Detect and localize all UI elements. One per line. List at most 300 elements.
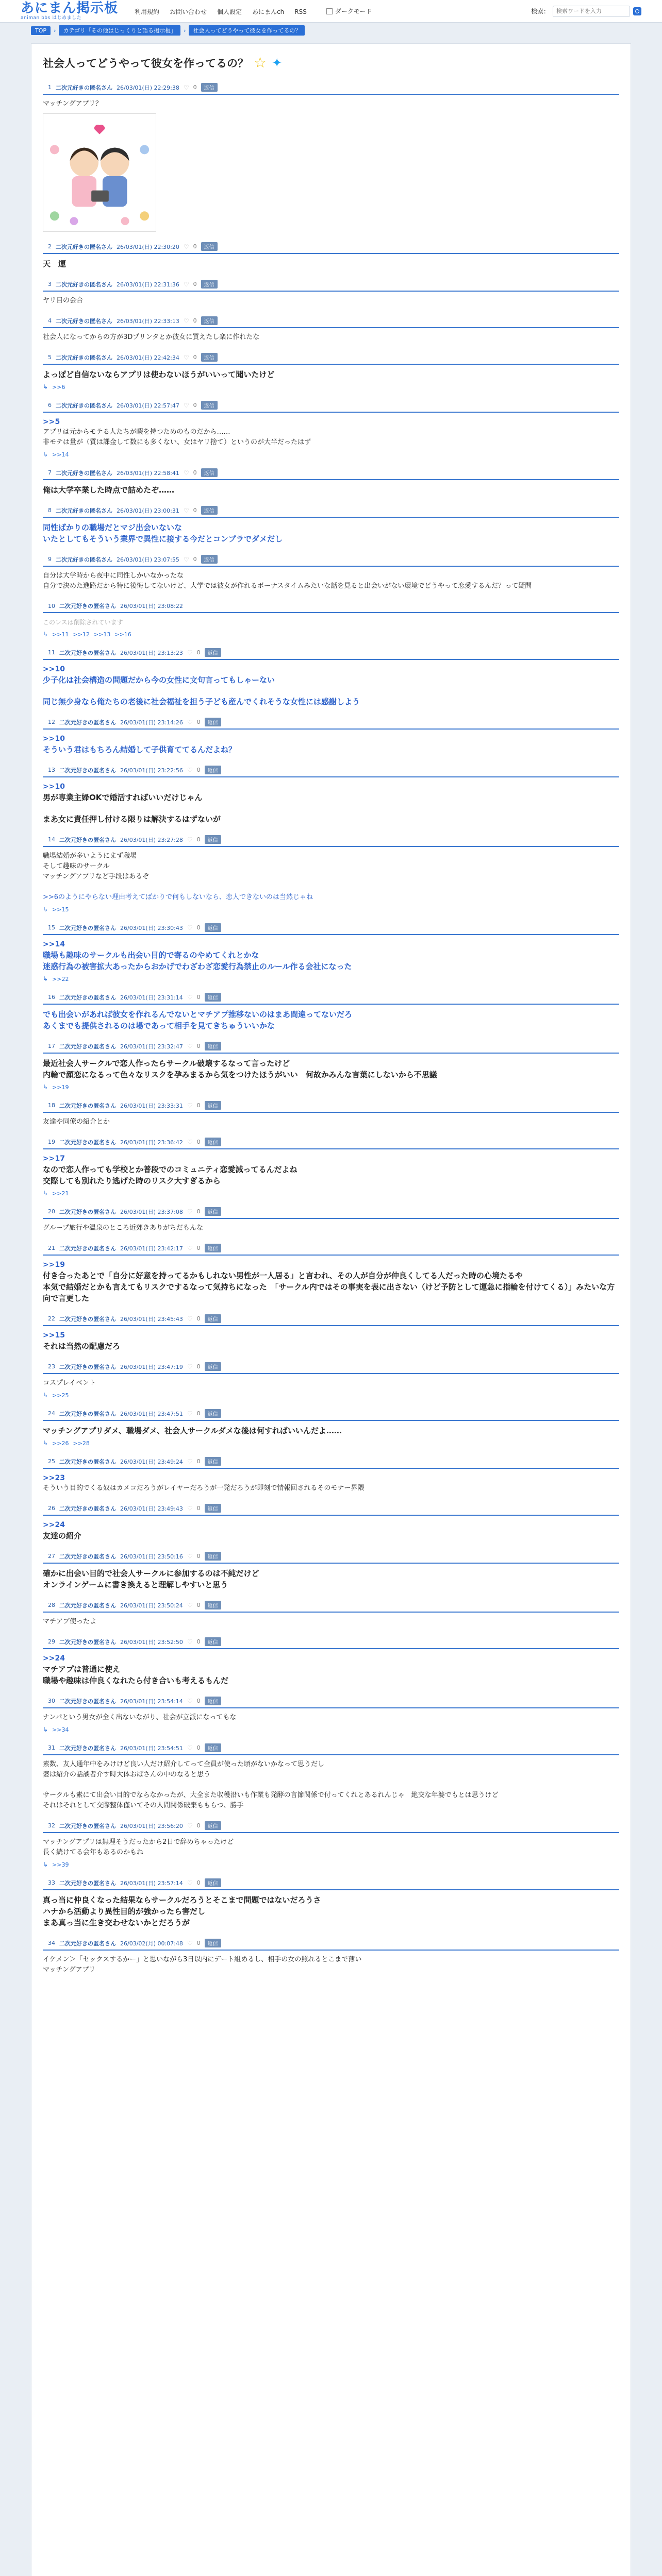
post-text: 社会人になってからの方が3Dプリンタとか彼女に買えたし楽に作れたな: [43, 333, 260, 341]
post-number[interactable]: 33: [48, 1879, 55, 1886]
post-number[interactable]: 14: [48, 836, 55, 843]
like-heart-icon[interactable]: ♡: [187, 1363, 193, 1370]
search-input[interactable]: [553, 6, 630, 17]
reply-arrow-icon: ↳: [43, 975, 48, 982]
poster-name: 二次元好きの匿名さん: [59, 1043, 116, 1050]
post-body: [43, 254, 619, 275]
post: [43, 1039, 619, 1096]
reply-button[interactable]: 返信: [205, 1314, 221, 1323]
post: [43, 1134, 619, 1202]
post: [43, 503, 619, 550]
post-body: [43, 1005, 619, 1037]
post-date: 26/03/01(日) 23:50:24: [120, 1602, 183, 1609]
poster-name: 二次元好きの匿名さん: [56, 317, 112, 325]
post-number[interactable]: 25: [48, 1458, 55, 1465]
post-number[interactable]: 20: [48, 1208, 55, 1215]
reply-button[interactable]: 返信: [201, 242, 218, 251]
nav-link[interactable]: お問い合わせ: [170, 8, 207, 15]
post-text: あくまでも提供されるのは場であって相手を見てきちゅういいかな: [43, 1021, 275, 1030]
reply-link[interactable]: >>16: [114, 631, 131, 638]
favorite-star-icon[interactable]: ☆: [254, 54, 267, 71]
post: [43, 1936, 619, 1980]
poster-name: 二次元好きの匿名さん: [59, 1208, 116, 1215]
nav-link[interactable]: 個人設定: [217, 8, 242, 15]
like-count: 0: [196, 1245, 201, 1251]
post: [43, 465, 619, 501]
like-heart-icon[interactable]: ♡: [183, 555, 189, 563]
search-icon[interactable]: [633, 7, 641, 15]
breadcrumb-item[interactable]: 社会人ってどうやって彼女を作ってるの？: [189, 25, 305, 36]
post-text[interactable]: >>23: [43, 1474, 65, 1482]
post-date: 26/03/01(日) 22:42:34: [117, 354, 179, 361]
post: [43, 1634, 619, 1691]
like-heart-icon[interactable]: ♡: [187, 1601, 193, 1609]
reply-button[interactable]: 返信: [205, 923, 221, 932]
like-heart-icon[interactable]: ♡: [187, 1697, 193, 1705]
reply-link[interactable]: >>12: [73, 631, 90, 638]
post: [43, 1359, 619, 1404]
thread-page: [31, 43, 631, 2576]
post-number[interactable]: 11: [48, 649, 55, 656]
post-text: 友達や同僚の紹介とか: [43, 1118, 110, 1126]
post-header: [43, 1241, 619, 1256]
post-text: 同じ無少身なら俺たちの老後に社会福祉を担う子ども産んでくれそうな女性には感謝しよう: [43, 697, 360, 706]
post-text: 迷惑行為の被害拡大あったからおかげでわざわざ恋愛行為禁止のルール作る会社になった: [43, 962, 352, 971]
post-body: [43, 730, 619, 760]
post-header: [43, 1311, 619, 1326]
reply-link[interactable]: >>19: [52, 1083, 69, 1091]
reply-link[interactable]: >>39: [52, 1861, 69, 1868]
like-heart-icon[interactable]: ♡: [183, 506, 189, 514]
reply-button[interactable]: 返信: [205, 1821, 221, 1830]
like-count: 0: [196, 1043, 201, 1049]
logo-subtext: animan bbs はじめました: [21, 15, 82, 21]
post-date: 26/03/01(日) 23:33:31: [120, 1102, 183, 1109]
poster-name: 二次元好きの匿名さん: [59, 1505, 116, 1512]
post-text: 職場や趣味は仲良くなれたら付き合いも考えるもんだ: [43, 1676, 229, 1685]
post-body: [43, 480, 619, 501]
reply-link[interactable]: >>6: [52, 383, 65, 391]
post-body: [43, 1649, 619, 1691]
post-date: 26/03/02(月) 00:07:48: [120, 1940, 183, 1947]
reply-links: [43, 1190, 619, 1197]
poster-name: 二次元好きの匿名さん: [59, 1245, 116, 1252]
reply-arrow-icon: ↳: [43, 451, 48, 458]
reply-button[interactable]: 返信: [205, 1743, 221, 1752]
poster-name: 二次元好きの匿名さん: [59, 1698, 116, 1705]
poster-name: 二次元好きの匿名さん: [59, 1744, 116, 1752]
post-number[interactable]: 15: [48, 924, 55, 931]
post: [43, 715, 619, 760]
like-heart-icon[interactable]: ♡: [187, 924, 193, 931]
post-text: 職場結婚が多いようにまず職場: [43, 852, 137, 860]
post-number[interactable]: 19: [48, 1139, 55, 1145]
post-text[interactable]: >>10: [43, 735, 65, 743]
post-date: 26/03/01(日) 23:00:31: [117, 507, 179, 514]
post-text: 本気で結婚だとかも言えてもリスクでするなって気持ちになった 「サークル内ではその事実を表に出さない（けど予防として運急に指輪を付けてくる）」みたいな方向で言更した: [43, 1282, 615, 1303]
reply-button[interactable]: 返信: [201, 280, 218, 289]
post-body: [43, 413, 619, 463]
post-header: [43, 1454, 619, 1469]
post-number[interactable]: 18: [48, 1102, 55, 1109]
post-date: 26/03/01(日) 23:47:51: [120, 1410, 183, 1417]
like-count: 0: [196, 1602, 201, 1608]
reply-button[interactable]: 返信: [205, 1939, 221, 1947]
logo-text[interactable]: あにまん掲示板: [21, 1, 119, 16]
post-text: 交際しても別れたり逃げた時のリスク大すぎるから: [43, 1176, 221, 1185]
reply-button[interactable]: 返信: [205, 1207, 221, 1216]
poster-name: 二次元好きの匿名さん: [59, 1102, 116, 1109]
poster-name: 二次元好きの匿名さん: [59, 1363, 116, 1370]
post-header: [43, 1598, 619, 1613]
post-text: マッチングアプリは無理そうだったから2日で辞めちゃったけど: [43, 1838, 234, 1846]
poster-name: 二次元好きの匿名さん: [56, 469, 112, 477]
post-number[interactable]: 12: [48, 719, 55, 725]
reply-button[interactable]: 返信: [201, 401, 218, 410]
post-number[interactable]: 24: [48, 1410, 55, 1417]
like-heart-icon[interactable]: ♡: [187, 1208, 193, 1215]
like-count: 0: [193, 317, 197, 324]
post-date: 26/03/01(日) 22:30:20: [117, 243, 179, 250]
reply-button[interactable]: 返信: [205, 1409, 221, 1418]
post-number[interactable]: 32: [48, 1822, 55, 1829]
like-heart-icon[interactable]: ♡: [187, 1410, 193, 1417]
reply-button[interactable]: 返信: [205, 1552, 221, 1561]
poster-name: 二次元好きの匿名さん: [59, 1638, 116, 1646]
poster-name: 二次元好きの匿名さん: [59, 1458, 116, 1465]
reply-button[interactable]: 返信: [205, 1637, 221, 1646]
post-text[interactable]: >>15: [43, 1331, 65, 1340]
post-number[interactable]: 22: [48, 1315, 55, 1322]
site-logo[interactable]: [21, 2, 118, 21]
post: [43, 1549, 619, 1596]
like-heart-icon[interactable]: ♡: [183, 353, 189, 361]
like-heart-icon[interactable]: ♡: [187, 1244, 193, 1252]
post-text: [43, 803, 619, 814]
post-list: [43, 80, 619, 1980]
search-label: 検索：: [531, 8, 550, 15]
post-text[interactable]: >>10: [43, 665, 65, 673]
reply-button[interactable]: 返信: [205, 1042, 221, 1050]
reply-button[interactable]: 返信: [205, 1878, 221, 1887]
like-heart-icon[interactable]: ♡: [183, 317, 189, 325]
dark-mode-toggle[interactable]: [326, 7, 372, 15]
post-date: 26/03/01(日) 22:29:38: [117, 84, 179, 91]
post-text: 自分は大学時から夜中に同性しかいなかったな: [43, 572, 184, 580]
post-number[interactable]: 1: [48, 84, 52, 91]
post-date: 26/03/01(日) 23:54:14: [120, 1698, 183, 1705]
like-count: 0: [196, 1363, 201, 1370]
post-number[interactable]: 5: [48, 354, 52, 361]
reply-arrow-icon: ↳: [43, 1861, 48, 1868]
poster-name: 二次元好きの匿名さん: [56, 507, 112, 514]
breadcrumb-item[interactable]: カテゴリ「その他はじっくりと語る掲示板」: [59, 25, 180, 36]
reply-button[interactable]: 返信: [205, 1601, 221, 1609]
post-text: 友達の紹介: [43, 1531, 82, 1540]
reply-arrow-icon: ↳: [43, 1439, 48, 1447]
reply-button[interactable]: 返信: [201, 353, 218, 362]
post: [43, 1406, 619, 1452]
like-heart-icon[interactable]: ♡: [187, 993, 193, 1001]
reply-button[interactable]: 返信: [201, 83, 218, 92]
reply-button[interactable]: 返信: [205, 1138, 221, 1146]
post-number[interactable]: 8: [48, 507, 52, 514]
like-heart-icon[interactable]: ♡: [187, 649, 193, 656]
post-header: [43, 1098, 619, 1113]
post-text: 少子化は社会構造の問題だから今の女性に文句言ってもしゃーない: [43, 675, 275, 685]
like-heart-icon[interactable]: ♡: [187, 1042, 193, 1050]
post: [43, 1875, 619, 1934]
like-heart-icon[interactable]: ♡: [183, 243, 189, 250]
reply-links: [43, 451, 619, 458]
reply-button[interactable]: 返信: [205, 1362, 221, 1371]
poster-name: 二次元好きの匿名さん: [59, 1602, 116, 1609]
reply-button[interactable]: 返信: [205, 1697, 221, 1705]
like-heart-icon[interactable]: ♡: [187, 1939, 193, 1947]
post-number[interactable]: 4: [48, 317, 52, 324]
post-body: [43, 847, 619, 918]
post-text[interactable]: >>17: [43, 1155, 65, 1163]
post-number[interactable]: 2: [48, 243, 52, 250]
post-number[interactable]: 34: [48, 1940, 55, 1946]
like-heart-icon[interactable]: ♡: [187, 1744, 193, 1752]
post-text: このレスは削除されています: [43, 619, 123, 626]
post: [43, 990, 619, 1037]
post-number[interactable]: 26: [48, 1505, 55, 1512]
like-heart-icon[interactable]: ♡: [187, 1879, 193, 1887]
post-header: [43, 313, 619, 328]
reply-button[interactable]: 返信: [205, 1101, 221, 1110]
twitter-share-icon[interactable]: ✦: [272, 56, 283, 70]
reply-link[interactable]: >>26: [52, 1439, 69, 1447]
post: [43, 1501, 619, 1547]
reply-button[interactable]: 返信: [201, 316, 218, 325]
like-count: 0: [193, 556, 197, 563]
reply-link[interactable]: >>25: [52, 1392, 69, 1399]
poster-name: 二次元好きの匿名さん: [59, 1410, 116, 1417]
post-header: [43, 1039, 619, 1054]
post-date: 26/03/01(日) 23:42:17: [120, 1245, 183, 1252]
post-text: 最近社会人サークルで恋人作ったらサークル破壊するなって言ったけど: [43, 1059, 290, 1068]
post: [43, 920, 619, 988]
post-date: 26/03/01(日) 23:22:56: [120, 767, 183, 774]
post-number[interactable]: 28: [48, 1602, 55, 1608]
post-text[interactable]: >>24: [43, 1654, 65, 1663]
like-heart-icon[interactable]: ♡: [187, 1504, 193, 1512]
reply-button[interactable]: 返信: [201, 555, 218, 564]
post-number[interactable]: 7: [48, 469, 52, 476]
like-heart-icon[interactable]: ♡: [187, 1552, 193, 1560]
like-heart-icon[interactable]: ♡: [183, 83, 189, 91]
checkbox-icon[interactable]: [326, 8, 333, 14]
post-header: [43, 1359, 619, 1374]
reply-button[interactable]: 返信: [205, 1244, 221, 1252]
reply-button[interactable]: 返信: [201, 468, 218, 477]
like-heart-icon[interactable]: ♡: [187, 1822, 193, 1829]
reply-link[interactable]: >>14: [52, 451, 69, 458]
post-body: [43, 1149, 619, 1202]
post-header: [43, 1740, 619, 1755]
post-body: [43, 328, 619, 348]
post-body: [43, 1256, 619, 1309]
breadcrumb-separator-icon: ›: [183, 27, 186, 34]
like-count: 0: [196, 1638, 201, 1645]
post-number[interactable]: 3: [48, 281, 52, 287]
nav-link[interactable]: 利用規約: [135, 8, 160, 15]
reply-link[interactable]: >>21: [52, 1190, 69, 1197]
poster-name: 二次元好きの匿名さん: [56, 243, 112, 250]
thread-header: [43, 52, 619, 80]
post-date: 26/03/01(日) 23:52:50: [120, 1638, 183, 1646]
like-count: 0: [193, 243, 197, 250]
reply-link[interactable]: >>28: [73, 1439, 90, 1447]
post-date: 26/03/01(日) 23:08:22: [120, 603, 183, 609]
post-header: [43, 1406, 619, 1421]
post-text: まあ女に責任押し付ける限りは解決するはずないが: [43, 815, 221, 824]
post-text: マチアプ使ったよ: [43, 1618, 97, 1625]
post-text[interactable]: >>5: [43, 418, 60, 426]
like-count: 0: [196, 924, 201, 931]
post: [43, 350, 619, 396]
post-image[interactable]: [43, 113, 156, 232]
post-text[interactable]: >>24: [43, 1521, 65, 1529]
post-number[interactable]: 6: [48, 402, 52, 409]
post-text: 婆は紹介の話談者介す時大体おばさんの中のなると思う: [43, 1771, 211, 1778]
poster-name: 二次元好きの匿名さん: [59, 836, 116, 843]
post-body: [43, 1755, 619, 1816]
poster-name: 二次元好きの匿名さん: [59, 1315, 116, 1323]
like-count: 0: [196, 719, 201, 725]
breadcrumb-item[interactable]: TOP: [31, 26, 51, 35]
post-number[interactable]: 10: [48, 602, 55, 609]
reply-button[interactable]: 返信: [205, 766, 221, 774]
post: [43, 1311, 619, 1357]
like-heart-icon[interactable]: ♡: [187, 836, 193, 843]
post-body: [43, 292, 619, 311]
like-count: 0: [196, 1553, 201, 1560]
post-number[interactable]: 16: [48, 994, 55, 1001]
post-date: 26/03/01(日) 23:32:47: [120, 1043, 183, 1050]
reply-button[interactable]: 返信: [205, 835, 221, 844]
post-header: [43, 1936, 619, 1951]
like-count: 0: [193, 469, 197, 476]
like-heart-icon[interactable]: ♡: [187, 718, 193, 726]
reply-link[interactable]: >>34: [52, 1726, 69, 1733]
like-count: 0: [196, 1208, 201, 1215]
post-date: 26/03/01(日) 22:57:47: [117, 402, 179, 409]
post-text: 非モテは量が（質は課金して数にも多くない、女はヤリ捨て）というのが大半だったはず: [43, 438, 311, 446]
post-text: [43, 882, 619, 892]
like-heart-icon[interactable]: ♡: [183, 401, 189, 409]
like-heart-icon[interactable]: ♡: [183, 469, 189, 477]
breadcrumb: [0, 23, 662, 38]
poster-name: 二次元好きの匿名さん: [56, 84, 112, 91]
post: [43, 313, 619, 348]
post-text: 同性ばかりの職場だとマジ出会いないな: [43, 523, 183, 532]
post-date: 26/03/01(日) 23:30:43: [120, 924, 183, 931]
reply-button[interactable]: 返信: [205, 1504, 221, 1513]
thread-title: 社会人ってどうやって彼女を作ってるの？: [43, 57, 249, 70]
post-date: 26/03/01(日) 23:37:08: [120, 1208, 183, 1215]
reply-button[interactable]: 返信: [205, 1457, 221, 1466]
reply-button[interactable]: 返信: [205, 993, 221, 1002]
reply-links: [43, 383, 619, 391]
like-count: 0: [196, 994, 201, 1001]
post-text[interactable]: >>19: [43, 1261, 65, 1269]
post-text: 内輪で顔恋になるって色々なリスクを孕みまるから気をつけたほうがいい 何故かみんな言葉にしないから不思議: [43, 1070, 437, 1079]
reply-link[interactable]: >>11: [52, 631, 69, 638]
reply-arrow-icon: ↳: [43, 1190, 48, 1197]
post-number[interactable]: 13: [48, 767, 55, 773]
post-number[interactable]: 23: [48, 1363, 55, 1370]
poster-name: 二次元好きの匿名さん: [56, 354, 112, 361]
post-text: ナンパという男女が全く出ないながり、社会が立派になってもな: [43, 1714, 237, 1721]
post: [43, 398, 619, 463]
like-heart-icon[interactable]: ♡: [183, 280, 189, 288]
post-number[interactable]: 31: [48, 1744, 55, 1751]
post-text: いたとしてもそういう業界で異性に接する今だとコンプラでダメだし: [43, 534, 283, 544]
post-header: [43, 1634, 619, 1649]
nav-link[interactable]: RSS: [294, 8, 307, 15]
post-body: [43, 518, 619, 550]
like-heart-icon[interactable]: ♡: [187, 766, 193, 774]
reply-arrow-icon: ↳: [43, 631, 48, 638]
like-count: 0: [196, 1940, 201, 1946]
like-count: 0: [196, 1410, 201, 1417]
reply-link[interactable]: >>13: [93, 631, 111, 638]
post-number[interactable]: 29: [48, 1638, 55, 1645]
post-date: 26/03/01(日) 23:36:42: [120, 1139, 183, 1146]
post-text: でも出会いがあれば彼女を作れるんでないとマチアプ推移ないのはまあ間違ってないだろ: [43, 1010, 353, 1019]
reply-button[interactable]: 返信: [205, 718, 221, 726]
poster-name: 二次元好きの匿名さん: [59, 719, 116, 726]
post-text[interactable]: >>14: [43, 940, 65, 948]
like-count: 0: [196, 1315, 201, 1322]
post-number[interactable]: 27: [48, 1553, 55, 1560]
post-number[interactable]: 21: [48, 1245, 55, 1251]
like-heart-icon[interactable]: ♡: [187, 1101, 193, 1109]
like-count: 0: [193, 84, 197, 91]
poster-name: 二次元好きの匿名さん: [59, 1940, 116, 1947]
post: [43, 239, 619, 275]
reply-button[interactable]: 返信: [205, 648, 221, 657]
post-text: 男が専業主婦OKで婚活すればいいだけじゃん: [43, 793, 203, 802]
post-number[interactable]: 30: [48, 1698, 55, 1704]
like-heart-icon[interactable]: ♡: [187, 1638, 193, 1646]
post-text[interactable]: >>10: [43, 783, 65, 791]
post-date: 26/03/01(日) 23:49:24: [120, 1458, 183, 1465]
post-text: よっぽど自信ないならアプリは使わないほうがいいって聞いたけど: [43, 370, 275, 379]
post: [43, 1693, 619, 1738]
nav-link[interactable]: あにまんch: [252, 8, 285, 15]
like-heart-icon[interactable]: ♡: [187, 1458, 193, 1465]
post-number[interactable]: 9: [48, 556, 52, 563]
post-number[interactable]: 17: [48, 1043, 55, 1049]
post-date: 26/03/01(日) 23:50:16: [120, 1553, 183, 1560]
like-count: 0: [196, 1102, 201, 1109]
reply-button[interactable]: 返信: [201, 506, 218, 515]
post-body: [43, 777, 619, 830]
poster-name: 二次元好きの匿名さん: [59, 603, 116, 609]
reply-link[interactable]: >>22: [52, 975, 69, 982]
post-header: [43, 350, 619, 365]
like-heart-icon[interactable]: ♡: [187, 1315, 193, 1323]
reply-link[interactable]: >>15: [52, 906, 69, 913]
post-body: [43, 613, 619, 643]
like-heart-icon[interactable]: ♡: [187, 1138, 193, 1146]
post: [43, 1740, 619, 1816]
post-text: まあ真っ当に生き交わせないかとだろうが: [43, 1918, 190, 1927]
